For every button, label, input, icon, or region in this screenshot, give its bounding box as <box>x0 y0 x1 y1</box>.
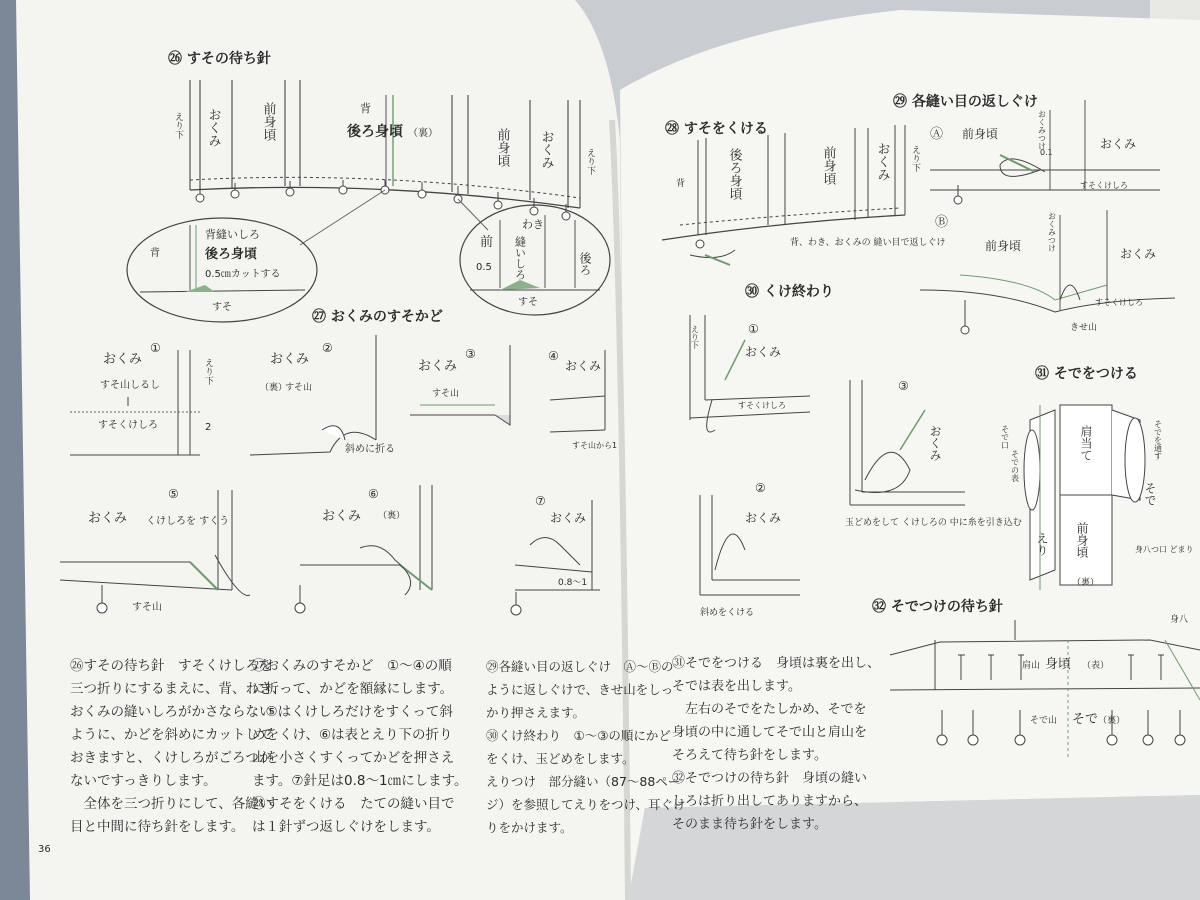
figure-label: えり下 <box>173 112 183 139</box>
section-28-heading: ㉘ すそをくける <box>665 121 768 137</box>
figure-label: おくみつけ <box>1047 212 1057 252</box>
figure-label: Ⓑ <box>935 215 949 230</box>
text-line: りをかけます。 <box>486 820 573 835</box>
figure-label: すそ <box>212 302 232 313</box>
figure-label: すそ山 <box>432 389 460 399</box>
text-line: そのまま待ち針をします。 <box>672 817 827 832</box>
section-27-heading: ㉗ おくみのすそかど <box>312 309 443 325</box>
figure-label: ③ <box>898 379 909 393</box>
figure-label: そで <box>1072 712 1099 727</box>
figure-label: おくみ <box>205 108 221 147</box>
figure-label: 後ろ身頃 <box>347 124 403 140</box>
figure-label: 身八 <box>1170 615 1189 625</box>
figure-label: 前身頃 <box>985 239 1022 253</box>
section-31-heading: ㉛ そでをつける <box>1035 366 1138 382</box>
figure-label: おくみ <box>745 345 782 359</box>
figure-label: 後ろ身頃 <box>205 247 258 262</box>
figure-label: 縫いしろ <box>513 236 527 280</box>
figure-label: そで <box>1143 482 1157 506</box>
left-text-column-2 <box>252 655 468 839</box>
text-line: ㉛そでをつける 身頃は裏を出し、 <box>672 656 881 671</box>
figure-label: 後ろ <box>578 252 592 276</box>
figure-label: おくみ <box>103 352 143 367</box>
text-line: めをくけ、⑥は表とえり下の折り <box>252 727 453 743</box>
text-line: ㉖すその待ち針 すそくけしろを <box>70 658 273 674</box>
figure-label: すそ山 <box>285 383 313 393</box>
text-line: 身頃の中に通してそで山と肩山を <box>672 725 868 740</box>
figure-label: 背 <box>676 179 686 189</box>
figure-label: すそくけしろ <box>98 420 158 431</box>
figure-label: 前身頃 <box>1075 522 1089 558</box>
figure-label: えり下 <box>690 325 700 349</box>
figure-label: ① <box>150 341 161 355</box>
figure-label: 背 <box>150 248 160 259</box>
figure-label: おくみ <box>270 352 310 367</box>
figure-label: 0.5 <box>476 262 492 273</box>
figure-label: おくみ <box>874 142 890 181</box>
text-line: 左右のそでをたしかめ、そでを <box>672 702 867 717</box>
figure-label: 0.8～1 <box>558 578 588 588</box>
text-line: ㉘すそをくける たての縫い目で <box>252 796 455 812</box>
text-line: ように、かどを斜めにカットして <box>70 727 273 743</box>
figure-label: 前 <box>480 235 494 250</box>
figure-label: 肩当て <box>1079 425 1093 461</box>
figure-label: きせ山 <box>1070 323 1098 333</box>
text-line: をくけ、玉どめをします。 <box>486 751 635 766</box>
text-line: しろは折り出してありますから、 <box>672 794 868 809</box>
figure-label: そでを通す <box>1153 420 1163 460</box>
figure-label: 背縫いしろ <box>205 228 260 241</box>
figure-label: くけしろを すくう <box>146 516 230 527</box>
section-26-heading: ㉖ すその待ち針 <box>168 51 271 67</box>
figure-label: おくみ <box>418 359 458 374</box>
figure-label: 前身頃 <box>494 128 510 167</box>
figure-label: 背、わき、おくみの 縫い目で返しぐけ <box>790 238 946 248</box>
left-text-column-3 <box>486 655 686 839</box>
figure-label: えり下 <box>910 145 920 172</box>
figure-label: ③ <box>465 347 476 361</box>
figure-label: えり <box>1035 532 1049 556</box>
figure-label: おくみ <box>928 425 942 461</box>
figure-label: （表） <box>1082 661 1110 671</box>
figure-label: そで山 <box>1030 716 1058 726</box>
text-line: は１針ずつ返しぐけをします。 <box>252 819 440 835</box>
figure-label: 身八つ口 どまり <box>1135 545 1194 554</box>
figure-label: すそくけしろ <box>1080 181 1128 190</box>
section-29-heading: ㉙ 各縫い目の返しぐけ <box>893 94 1038 110</box>
text-line: ㉙各縫い目の返しぐけ Ⓐ～Ⓑの <box>486 659 674 674</box>
figure-label: （裏） <box>378 511 406 521</box>
figure-label: すそ山しるし <box>100 380 160 391</box>
text-line: ⑤はくけしろだけをすくって斜 <box>252 704 453 720</box>
figure-label: （裏） <box>408 128 438 139</box>
figure-label: （裏） <box>260 383 288 393</box>
text-line: おくみの縫いしろがかさならない <box>70 704 273 720</box>
figure-label: すそくけしろ <box>738 401 786 410</box>
figure-label: おくみ <box>550 511 587 525</box>
figure-label: ② <box>755 481 766 495</box>
figure-label: おくみ <box>565 359 602 373</box>
text-line: ように返しぐけで、きせ山をしっ <box>486 682 674 697</box>
text-line: 目と中間に待ち針をします。 <box>70 819 245 835</box>
figure-label: Ⓐ <box>930 127 944 142</box>
figure-label: すそ山 <box>132 602 162 613</box>
page-number: 36 <box>38 844 51 855</box>
text-line: かり押さえます。 <box>486 705 586 720</box>
text-line: えりつけ 部分縫い（87～88ペー <box>486 774 681 789</box>
figure-label: 0.5㎝カットする <box>205 269 281 280</box>
figure-label: ① <box>748 322 759 336</box>
figure-label: 玉どめをして くけしろの 中に糸を引き込む <box>845 518 1022 528</box>
figure-label: おくみ <box>322 509 362 524</box>
figure-label: おくみつけ <box>1037 110 1047 150</box>
figure-label: そでの表 <box>1010 450 1020 482</box>
figure-label: 前身頃 <box>820 146 836 185</box>
figure-label: すそ <box>518 297 538 308</box>
text-line: ㉗おくみのすそかど ①～④の順 <box>252 658 452 674</box>
text-line: 山を小さくすくってかどを押さえ <box>252 750 455 766</box>
text-line: ないですっきりします。 <box>70 773 217 789</box>
figure-label: 背 <box>360 102 371 115</box>
figure-label: ② <box>322 341 333 355</box>
figure-label: おくみ <box>1100 137 1137 151</box>
figure-label: 前身頃 <box>260 102 276 141</box>
figure-label: （裏） <box>1098 716 1126 726</box>
figure-label: おくみ <box>1120 247 1157 261</box>
text-line: おきますと、くけしろがごろつか <box>70 750 273 766</box>
text-line: そでは表を出します。 <box>672 679 801 694</box>
figure-label: そで口 <box>1000 425 1010 449</box>
text-line: ㉚くけ終わり ①～③の順にかど <box>486 728 671 743</box>
figure-label: ④ <box>548 349 559 363</box>
figure-label: すそくけしろ <box>1095 298 1143 307</box>
section-30-heading: ㉚ くけ終わり <box>745 284 834 300</box>
text-line: ㉜そでつけの待ち針 身頃の縫い <box>672 771 868 786</box>
text-line: に折って、かどを額縁にします。 <box>252 681 454 697</box>
figure-label: 肩山 <box>1022 661 1041 671</box>
figure-label: 0.1 <box>1040 148 1053 157</box>
figure-label: おくみ <box>538 130 554 169</box>
text-line: 全体を三つ折りにして、各縫い <box>70 796 273 812</box>
figure-label: わき <box>522 218 544 231</box>
text-line: 三つ折りにするまえに、背、わき、 <box>70 681 286 697</box>
text-line: ます。⑦針足は0.8～1㎝にします。 <box>252 773 468 789</box>
figure-label: おくみ <box>88 511 128 526</box>
figure-label: ⑥ <box>368 487 379 501</box>
text-line: ジ）を参照してえりをつけ、耳ぐけ <box>486 797 686 812</box>
figure-label: ⑤ <box>168 487 179 501</box>
section-32-heading: ㉜ そでつけの待ち針 <box>872 599 1003 615</box>
right-text-column-1 <box>672 652 880 836</box>
text-line: そろえて待ち針をします。 <box>672 748 827 763</box>
figure-label: 2 <box>205 422 212 433</box>
figure-label: ⑦ <box>535 494 546 508</box>
figure-label: 前身頃 <box>962 127 999 141</box>
figure-label: 後ろ身頃 <box>726 148 742 200</box>
figure-label: 斜めに折る <box>345 444 395 455</box>
figure-label: 身頃 <box>1045 657 1072 672</box>
figure-label: 斜めをくける <box>700 608 755 618</box>
figure-label: （裏） <box>1072 578 1100 588</box>
figure-label: おくみ <box>745 511 782 525</box>
figure-label: えり下 <box>203 358 213 385</box>
figure-label: えり下 <box>585 148 595 175</box>
figure-label: すそ山から1 <box>572 441 618 450</box>
